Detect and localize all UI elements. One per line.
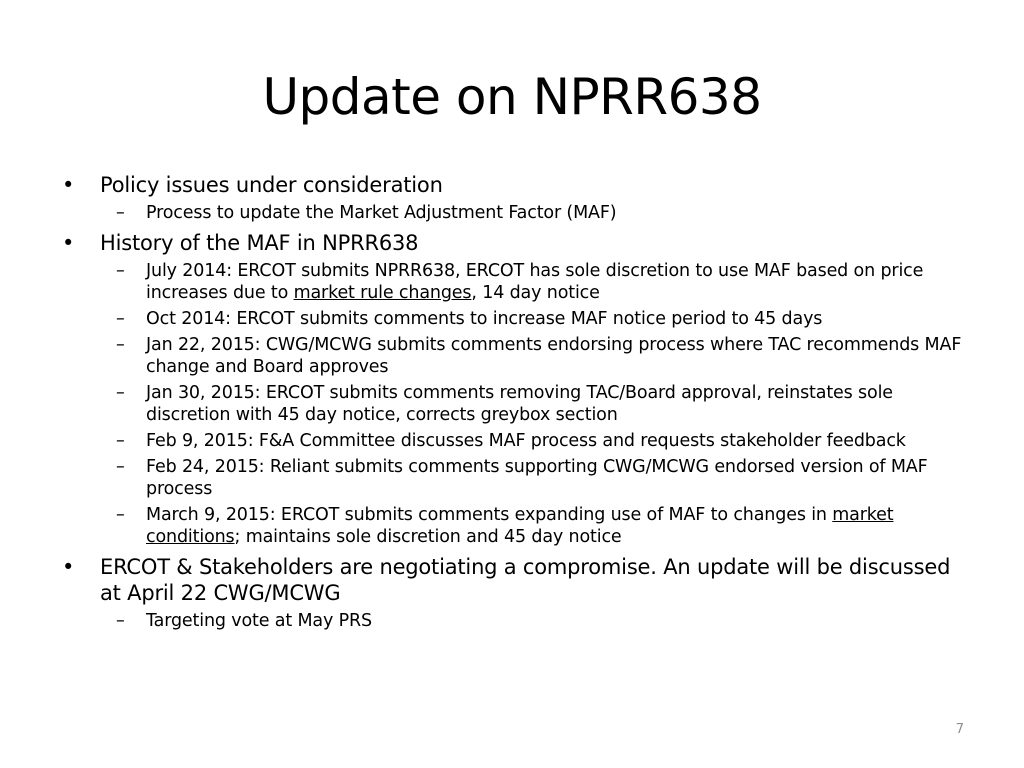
bullet-glyph: • — [62, 231, 75, 255]
sub-list-policy — [76, 202, 976, 224]
bullet-glyph: • — [62, 173, 75, 197]
sub-item-text: Jan 30, 2015: ERCOT submits comments removing TAC/Board approval, reinstates sole discretion with 45 day notice, corrects greybox section — [146, 383, 893, 425]
sub-item-text-tail: ; maintains sole discretion and 45 day notice — [234, 527, 622, 547]
dash-glyph: – — [116, 203, 125, 223]
dash-glyph: – — [116, 383, 125, 403]
sub-item-text: Jan 22, 2015: CWG/MCWG submits comments endorsing process where TAC recommends MAF change and Board approves — [146, 335, 962, 377]
sub-item — [76, 430, 976, 452]
sub-item-text: March 9, 2015: ERCOT submits comments expanding use of MAF to changes in — [146, 505, 833, 525]
bullet-text: ERCOT & Stakeholders are negotiating a compromise. An update will be discussed at April 22 CWG/MCWG — [100, 555, 951, 605]
bullet-text: History of the MAF in NPRR638 — [100, 231, 419, 255]
dash-glyph: – — [116, 431, 125, 451]
bullet-glyph: • — [62, 555, 75, 579]
sub-item — [76, 260, 976, 304]
bullet-text: Policy issues under consideration — [100, 173, 443, 197]
dash-glyph: – — [116, 505, 125, 525]
sub-item — [76, 504, 976, 548]
sub-item — [76, 382, 976, 426]
sub-item-text-tail: , 14 day notice — [471, 283, 600, 303]
underlined-text: market rule changes — [293, 283, 472, 303]
sub-item-text: Feb 9, 2015: F&A Committee discusses MAF process and requests stakeholder feedback — [146, 431, 906, 451]
dash-glyph: – — [116, 309, 125, 329]
dash-glyph: – — [116, 261, 125, 281]
sub-item-text: July 2014: ERCOT submits NPRR638, ERCOT has sole discretion to use MAF based on price increases due to — [146, 261, 924, 303]
underlined-text: market conditions — [146, 505, 894, 547]
sub-item — [76, 610, 976, 632]
sub-item — [76, 308, 976, 330]
sub-item — [76, 334, 976, 378]
sub-item — [76, 456, 976, 500]
page-number: 7 — [955, 722, 964, 737]
sub-item-text: Oct 2014: ERCOT submits comments to increase MAF notice period to 45 days — [146, 309, 823, 329]
slide-title: Update on NPRR638 — [262, 68, 762, 126]
dash-glyph: – — [116, 457, 125, 477]
sub-item-text: Feb 24, 2015: Reliant submits comments supporting CWG/MCWG endorsed version of MAF process — [146, 457, 928, 499]
dash-glyph: – — [116, 335, 125, 355]
sub-list-history — [76, 260, 976, 548]
bullet-negotiation — [62, 554, 976, 606]
sub-item — [76, 202, 976, 224]
dash-glyph: – — [116, 611, 125, 631]
slide-content — [62, 172, 976, 632]
sub-item-text: Targeting vote at May PRS — [146, 611, 372, 631]
sub-item-text: Process to update the Market Adjustment Factor (MAF) — [146, 203, 617, 223]
bullet-maf-history — [62, 230, 976, 256]
bullet-policy-issues — [62, 172, 976, 198]
sub-list-negotiation — [76, 610, 976, 632]
